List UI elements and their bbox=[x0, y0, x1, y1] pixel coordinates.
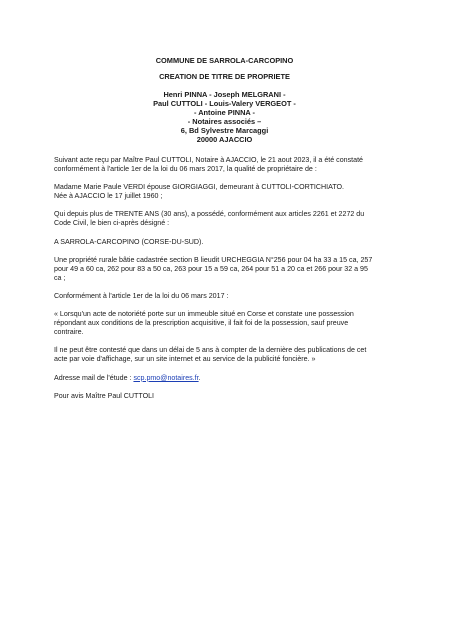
commune-title: COMMUNE DE SARROLA-CARCOPINO bbox=[155, 56, 294, 65]
notaires-line: Henri PINNA - Joseph MELGRANI - bbox=[163, 90, 286, 99]
paragraph-acte: Suivant acte reçu par Maître Paul CUTTOLI, Notaire à AJACCIO, le 21 aout 2023, il a été constaté conformément à l'article 1er de la loi du 06 mars 2017, la qualité de propriétaire de : bbox=[54, 156, 363, 174]
email-label: Adresse mail de l'étude : bbox=[54, 373, 134, 382]
paragraph-delai: Il ne peut être contesté que dans un délai de 5 ans à compter de la dernière des publications de cet acte par voie d'affichage, sur un site internet et au service de la publicité foncière. » bbox=[54, 346, 367, 364]
paragraph-cadastre: Une propriété rurale bâtie cadastrée section B lieudit URCHEGGIA N°256 pour 04 ha 33 a 15 ca, 257 pour 49 a 60 ca, 262 pour 83 a 50 ca, 263 pour 15 a 59 ca, 264 pour 51 a 20 ca et 266 pour 32 a 95 ca ; bbox=[54, 255, 373, 282]
notaires-line: - Notaires associés – bbox=[187, 117, 262, 126]
paragraph-loi: Conformément à l'article 1er de la loi du 06 mars 2017 : bbox=[54, 291, 229, 300]
notice-title: CREATION DE TITRE DE PROPRIETE bbox=[159, 72, 290, 81]
notice-header bbox=[0, 56, 449, 144]
paragraph-email: Adresse mail de l'étude : scp.pmo@notaires.fr. bbox=[54, 373, 201, 382]
notaires-line: - Antoine PINNA - bbox=[193, 108, 256, 117]
paragraph-possession: Qui depuis plus de TRENTE ANS (30 ans), a possédé, conformément aux articles 2261 et 2272 du Code Civil, le bien ci-après désigné : bbox=[54, 210, 365, 228]
paragraph-proprietaire: Madame Marie Paule VERDI épouse GIORGIAGGI, demeurant à CUTTOLI-CORTICHIATO. Née à AJACCIO le 17 juillet 1960 ; bbox=[54, 183, 345, 201]
paragraph-commune: A SARROLA-CARCOPINO (CORSE-DU-SUD). bbox=[54, 237, 204, 246]
closing-signature: Pour avis Maître Paul CUTTOLI bbox=[54, 391, 155, 400]
notice-body bbox=[54, 156, 394, 410]
office-city: 20000 AJACCIO bbox=[196, 135, 253, 144]
paragraph-citation: « Lorsqu'un acte de notoriété porte sur un immeuble situé en Corse et constate une possession répondant aux conditions de la prescription acquisitive, il fait foi de la possession, sauf preuve contraire. bbox=[54, 310, 354, 337]
notaires-line: Paul CUTTOLI - Louis-Valery VERGEOT - bbox=[153, 99, 296, 108]
office-address: 6, Bd Sylvestre Marcaggi bbox=[180, 126, 269, 135]
email-link[interactable]: scp.pmo@notaires.fr bbox=[133, 373, 199, 382]
